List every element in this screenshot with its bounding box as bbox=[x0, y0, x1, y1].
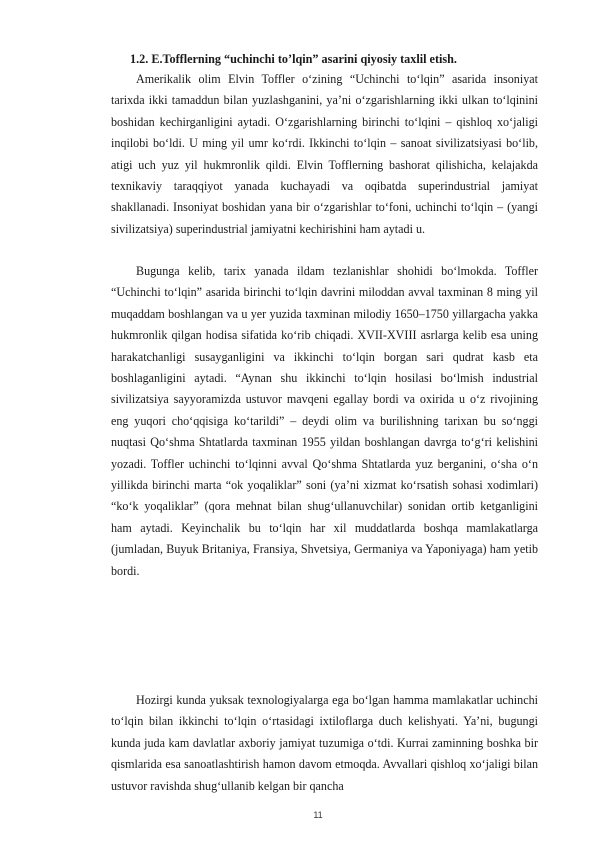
paragraph-1: Amerikalik olim Elvin Toffler o‘zining “Uchinchi to‘lqin” asarida insoniyat tarixda ikki tamaddun bilan yuzlashganini, ya’ni o‘zgarishlarning ikki ulkan to‘lqinini boshidan kechirganligini aytadi. O‘zgarishlarning birinchi to‘lqini – qishloq xo‘jaligi inqilobi bo‘ldi. U ming yil umr ko‘rdi. Ikkinchi to‘lqin – sanoat sivilizatsiyasi bo‘lib, atigi uch yuz yil hukmronlik qildi. Elvin Tofflerning bashorat qilishicha, kelajakda texnikaviy taraqqiyot yanada kuchayadi va oqibatda superindustrial jamiyat shakllanadi. Insoniyat boshidan yana bir o‘zgarishlar to‘foni, uchinchi to‘lqin – (yangi sivilizatsiya) superindustrial jamiyatni kechirishini ham aytadi u. bbox=[111, 72, 538, 236]
page-number: 11 bbox=[313, 810, 323, 820]
paragraph-3: Hozirgi kunda yuksak texnologiyalarga ega bo‘lgan hamma mamlakatlar uchinchi to‘lqin bilan ikkinchi to‘lqin o‘rtasidagi ixtiloflarga duch kelishyati. Ya’ni, bugungi kunda juda kam davlatlar axboriy jamiyat tuzumiga o‘tdi. Kurrai zaminning boshka bir qismlarida esa sanoatlashtirish hamon davom etmoqda. Avvallari qishloq xo‘jaligi bilan ustuvor ravishda shug‘ullanib kelgan bir qancha bbox=[111, 693, 538, 793]
paragraph-2: Bugunga kelib, tarix yanada ildam tezlanishlar shohidi bo‘lmokda. Toffler “Uchinchi to‘lqin” asarida birinchi to‘lqin davrini miloddan avval taxminan 8 ming yil muqaddam boshlangan va u yer yuzida taxminan milodiy 1650–1750 yillargacha yakka hukmronlik qilgan hodisa sifatida ko‘rib chiqadi. XVII-XVIII asrlarga kelib esa uning harakatchanligi susayganligini va ikkinchi to‘lqin borgan sari qudrat kasb eta boshlaganligini aytadi. “Aynan shu ikkinchi to‘lqin hosilasi bo‘lmish industrial sivilizatsiya sayyoramizda ustuvor mavqeni egallay bordi va oxirida u o‘z rivojining eng yuqori cho‘qqisiga ko‘tarildi” – deydi olim va burilishning tarixan bu so‘nggi nuqtasi Qo‘shma Shtatlarda taxminan 1955 yildan boshlangan davrga to‘g‘ri kelishini yozadi. Toffler uchinchi to‘lqinni avval Qo‘shma Shtatlarda yuz berganini, o‘sha o‘n yillikda birinchi marta “ok yoqaliklar” soni (ya’ni xizmat ko‘rsatish sohasi xodimlari) “ko‘k yoqaliklar” (qora mehnat bilan shug‘ullanuvchilar) sonidan ortib ketganligini ham aytadi. Keyinchalik bu to‘lqin har xil muddatlarda boshqa mamlakatlarga (jumladan, Buyuk Britaniya, Fransiya, Shvetsiya, Germaniya va Yaponiyaga) ham yetib bordi. bbox=[111, 264, 538, 578]
section-heading: 1.2. E.Tofflerning “uchinchi to’lqin” asarini qiyosiy taxlil etish. bbox=[130, 52, 457, 66]
